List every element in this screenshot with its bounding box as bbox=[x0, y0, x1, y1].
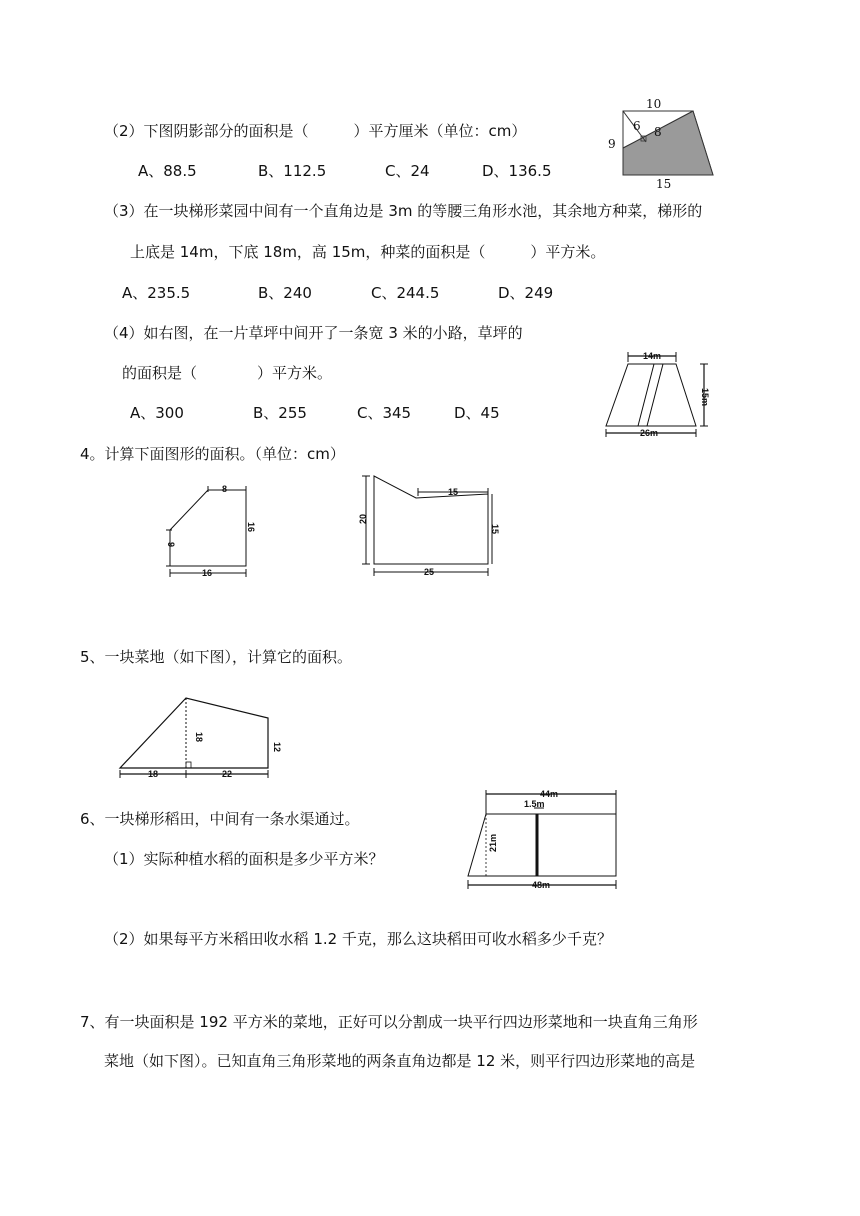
q4-fig1-label-left: 9 bbox=[166, 542, 176, 548]
q3-4-option-c: C、345 bbox=[357, 404, 412, 422]
q3-3-option-d: D、249 bbox=[498, 284, 554, 302]
q4-fig1-label-top: 8 bbox=[222, 484, 228, 494]
q3-3-line1: （3）在一块梯形菜园中间有一个直角边是 3m 的等腰三角形水池，其余地方种菜，梯形的 bbox=[104, 202, 703, 220]
q6-sub1: （1）实际种植水稻的面积是多少平方米？ bbox=[104, 850, 384, 868]
q3-3-option-b: B、240 bbox=[258, 284, 312, 302]
q5-text: 5、一块菜地（如下图），计算它的面积。 bbox=[80, 648, 353, 666]
q4-figure-1 bbox=[158, 478, 258, 578]
q4-fig2-label-bottom: 25 bbox=[424, 567, 435, 577]
q3-2-option-c: C、24 bbox=[385, 162, 430, 180]
q3-2-label-eight: 8 bbox=[654, 125, 662, 139]
q3-2-label-top: 10 bbox=[646, 97, 662, 111]
q6-label-canal: 1.5m bbox=[524, 799, 545, 809]
q3-2-option-d: D、136.5 bbox=[482, 162, 552, 180]
q3-4-option-d: D、45 bbox=[454, 404, 500, 422]
q3-2-label-left: 9 bbox=[608, 137, 616, 151]
q3-2-label-bottom: 15 bbox=[656, 177, 672, 191]
q5-label-height: 18 bbox=[194, 732, 204, 743]
q4-fig1-label-bottom: 16 bbox=[202, 568, 213, 578]
q3-2-option-b: B、112.5 bbox=[258, 162, 327, 180]
q3-4-option-a: A、300 bbox=[130, 404, 184, 422]
q3-4-label-bottom: 26m bbox=[640, 428, 659, 438]
q4-fig2-label-right: 15 bbox=[490, 524, 500, 535]
q3-3-option-c: C、244.5 bbox=[371, 284, 440, 302]
q3-2-figure bbox=[600, 92, 720, 192]
q3-4-label-height: 15m bbox=[700, 388, 710, 407]
q5-label-right: 12 bbox=[272, 742, 282, 753]
q5-label-base-right: 22 bbox=[222, 769, 233, 779]
q3-4-option-b: B、255 bbox=[253, 404, 307, 422]
q3-4-line1: （4）如右图，在一片草坪中间开了一条宽 3 米的小路，草坪的 bbox=[104, 324, 523, 342]
q3-4-label-top: 14m bbox=[643, 351, 662, 361]
q4-fig2-label-top: 15 bbox=[448, 487, 459, 497]
q5-label-base-left: 18 bbox=[148, 769, 159, 779]
q3-2-label-six: 6 bbox=[633, 119, 641, 133]
q4-fig2-label-left: 20 bbox=[358, 513, 368, 524]
q4-figure-2 bbox=[358, 468, 508, 578]
q4-fig1-label-right: 16 bbox=[246, 522, 256, 533]
q6-text: 6、一块梯形稻田，中间有一条水渠通过。 bbox=[80, 810, 360, 828]
q6-sub2: （2）如果每平方米稻田收水稻 1.2 千克，那么这块稻田可收水稻多少千克？ bbox=[104, 930, 612, 948]
q6-label-bottom: 48m bbox=[532, 880, 551, 890]
q3-4-figure bbox=[598, 348, 718, 440]
q6-figure bbox=[464, 788, 624, 892]
q6-label-height: 21m bbox=[488, 833, 498, 852]
q3-2-option-a: A、88.5 bbox=[138, 162, 197, 180]
q3-2-text: （2）下图阴影部分的面积是（ ）平方厘米（单位：cm） bbox=[104, 122, 527, 140]
q7-line1: 7、有一块面积是 192 平方米的菜地，正好可以分割成一块平行四边形菜地和一块直角三角形 bbox=[80, 1013, 698, 1031]
q3-3-option-a: A、235.5 bbox=[122, 284, 191, 302]
q7-line2: 菜地（如下图）。已知直角三角形菜地的两条直角边都是 12 米，则平行四边形菜地的高是 bbox=[104, 1052, 696, 1070]
q5-figure bbox=[110, 690, 290, 786]
q4-text: 4。计算下面图形的面积。（单位：cm） bbox=[80, 445, 345, 463]
q6-label-top: 44m bbox=[540, 789, 559, 799]
q3-3-line2: 上底是 14m，下底 18m，高 15m，种菜的面积是（ ）平方米。 bbox=[130, 243, 606, 261]
q3-4-line2: 的面积是（ ）平方米。 bbox=[122, 364, 333, 382]
